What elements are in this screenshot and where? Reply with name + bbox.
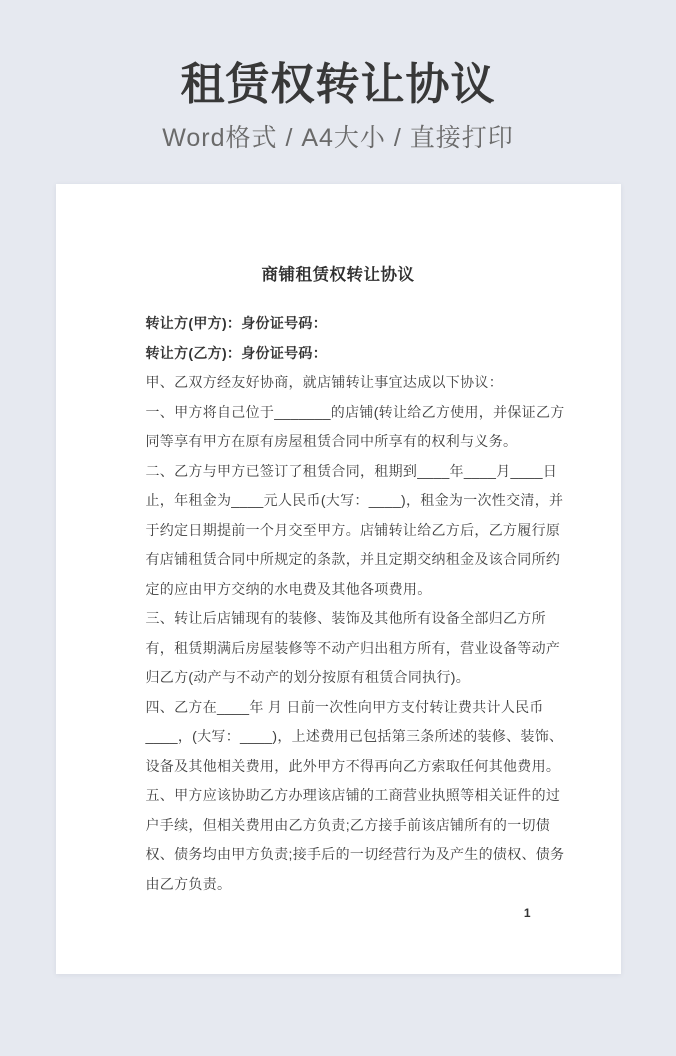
party-line-b: 转让方(乙方)：身份证号码： [145, 344, 328, 361]
clause-5: 五、甲方应该协助乙方办理该店铺的工商营业执照等相关证件的过户手续，但相关费用由乙方负责;乙方接手前该店铺所有的一切债权、债务均由甲方负责;接手后的一切经营行为及产生的债权、债务由乙方负责。 [145, 787, 565, 892]
clause-2: 二、乙方与甲方已签订了租赁合同，租期到____年____月____日止，年租金为____元人民币(大写：____)，租金为一次性交清，并于约定日期提前一个月交至甲方。店铺转让给乙方后，乙方履行原有店铺租赁合同中所规定的条款，并且定期交纳租金及该合同所约定的应由甲方交纳的水电费及其他各项费用。 [145, 462, 564, 597]
party-line-a: 转让方(甲方)：身份证号码： [145, 315, 328, 331]
clause-1: 一、甲方将自己位于_______的店铺(转让给乙方使用，并保证乙方同等享有甲方在原有房屋租赁合同中所享有的权利与义务。 [145, 403, 565, 449]
document-page [56, 184, 621, 974]
document-title: 商铺租赁权转让协议 [261, 266, 415, 284]
page-subtitle: Word格式 / A4大小 / 直接打印 [162, 124, 514, 152]
clause-4: 四、乙方在____年 月 日前一次性向甲方支付转让费共计人民币____，(大写：____)，上述费用已包括第三条所述的装修、装饰、设备及其他相关费用，此外甲方不得再向乙方索取任何其他费用。 [145, 698, 564, 774]
page-number: 1 [523, 906, 531, 920]
header-banner [0, 0, 676, 154]
document-body [146, 309, 566, 899]
clause-3: 三、转让后店铺现有的装修、装饰及其他所有设备全部归乙方所有，租赁期满后房屋装修等不动产归出租方所有，营业设备等动产归乙方(动产与不动产的划分按原有租赁合同执行)。 [145, 610, 561, 685]
page-title: 租赁权转让协议 [180, 60, 496, 109]
intro-line: 甲、乙双方经友好协商，就店铺转让事宜达成以下协议： [145, 374, 503, 390]
